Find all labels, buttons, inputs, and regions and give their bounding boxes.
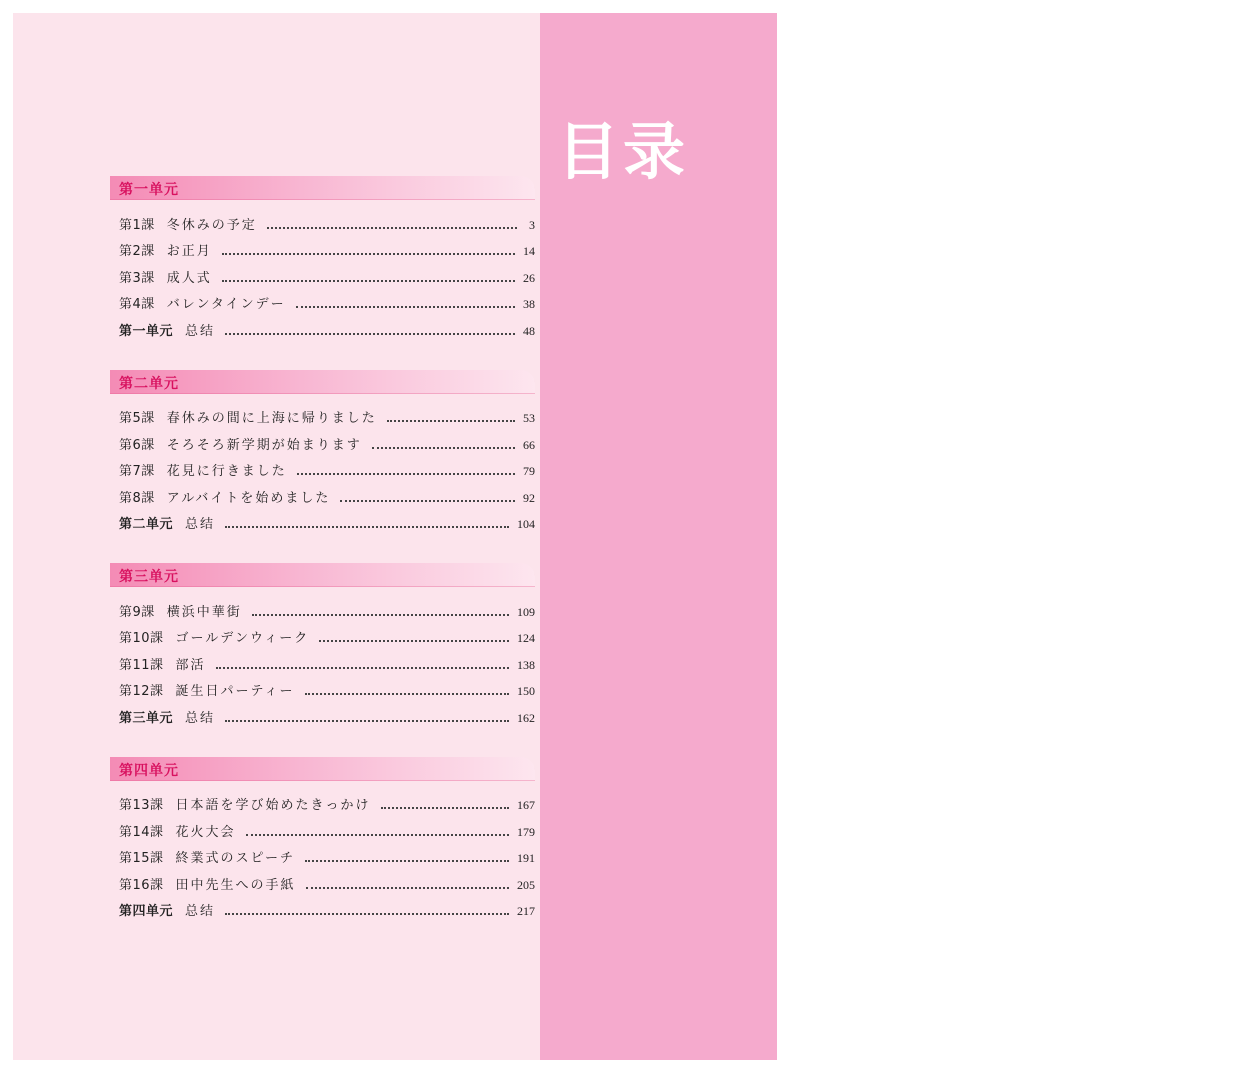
lesson-title: ゴールデンウィーク [175,631,310,646]
summary-title: 总结 [185,904,216,919]
toc-entry[interactable] [110,840,535,867]
lesson-title: アルバイトを始めました [166,490,331,506]
dot-leader [222,252,515,255]
dot-leader [372,446,515,449]
unit-heading [110,563,535,587]
page-ref: 26 [523,270,535,285]
dot-leader [305,692,509,695]
toc-summary-entry[interactable] [110,699,535,726]
summary-label: 第四单元 [119,904,174,919]
toc-entry[interactable] [110,813,535,840]
toc-entry[interactable] [110,479,535,506]
toc-entry[interactable] [110,866,535,893]
toc-entry[interactable] [110,259,535,286]
page-ref: 104 [517,517,535,531]
unit-heading-label: 第四单元 [119,762,179,779]
toc-entry[interactable] [110,673,535,700]
lesson-number: 第1課 [119,217,155,233]
page-ref: 191 [517,851,535,865]
lesson-number: 第7課 [119,464,155,479]
dot-leader [216,666,509,669]
side-panel [540,13,1253,1060]
lesson-title: 冬休みの予定 [166,217,257,233]
lesson-title: 田中先生への手紙 [175,877,296,893]
dot-leader [305,859,509,862]
summary-title: 总结 [185,517,216,532]
page-ref: 217 [517,904,535,918]
summary-title: 总结 [185,323,216,339]
page-ref: 79 [523,464,535,478]
lesson-number: 第9課 [119,604,155,620]
dot-leader [297,472,515,475]
lesson-number: 第5課 [119,411,155,426]
unit-heading [110,370,535,394]
dot-leader [381,806,509,809]
page-ref: 150 [517,684,535,698]
dot-leader [296,305,515,308]
page-ref: 38 [523,297,535,311]
page-ref: 48 [523,323,535,338]
dot-leader [225,719,509,722]
lesson-title: 花火大会 [175,824,236,840]
toc-entry[interactable] [110,400,535,427]
lesson-title: 花見に行きました [166,464,287,479]
lesson-title: 日本語を学び始めたきっかけ [175,798,371,813]
lesson-number: 第10課 [119,631,164,646]
lesson-number: 第15課 [119,851,164,866]
toc-entry[interactable] [110,453,535,480]
lesson-number: 第3課 [119,270,155,286]
toc-entry[interactable] [110,787,535,814]
unit-section [110,370,535,533]
toc-entry[interactable] [110,426,535,453]
lesson-number: 第8課 [119,490,155,506]
dot-leader [222,279,515,282]
summary-label: 第三单元 [119,710,174,726]
lesson-number: 第14課 [119,824,164,840]
lesson-number: 第13課 [119,798,164,813]
toc-entry[interactable] [110,286,535,313]
page-ref: 109 [517,604,535,619]
toc-summary-entry[interactable] [110,506,535,533]
toc-entry[interactable] [110,646,535,673]
lesson-number: 第4課 [119,297,155,312]
page-title: 目录 [557,115,690,188]
page-number: 1 [1247,956,1253,968]
toc-summary-entry[interactable] [110,893,535,920]
unit-heading-label: 第三单元 [119,569,179,585]
summary-label: 第一单元 [119,323,174,339]
dot-leader [252,613,509,616]
table-of-contents [110,176,535,950]
summary-title: 总结 [185,710,216,726]
dot-leader [225,525,509,528]
summary-label: 第二单元 [119,517,174,532]
toc-entry[interactable] [110,593,535,620]
toc-page [13,13,1253,1060]
lesson-title: バレンタインデー [166,297,286,312]
page-ref: 138 [517,657,535,672]
lesson-number: 第2課 [119,244,155,259]
dot-leader [387,419,515,422]
lesson-title: 横浜中華街 [166,604,242,620]
page-ref: 66 [523,437,535,452]
page-ref: 179 [517,824,535,839]
unit-section [110,757,535,920]
dot-leader [340,499,515,502]
page-ref: 92 [523,490,535,505]
toc-entry[interactable] [110,620,535,647]
lesson-number: 第16課 [119,877,164,893]
lesson-number: 第11課 [119,657,164,673]
lesson-title: 誕生日パーティー [175,684,295,699]
lesson-title: 春休みの間に上海に帰りました [166,411,377,426]
dot-leader [225,912,509,915]
dot-leader [306,886,509,889]
lesson-title: 終業式のスピーチ [175,851,296,866]
unit-heading [110,757,535,781]
toc-summary-entry[interactable] [110,312,535,339]
page-ref: 53 [523,411,535,425]
unit-section [110,176,535,339]
lesson-title: 部活 [175,657,206,673]
page-ref: 14 [523,244,535,258]
page-ref: 162 [517,710,535,725]
dot-leader [319,639,509,642]
lesson-title: そろそろ新学期が始まります [166,437,362,453]
page-ref: 3 [529,217,535,232]
page-ref: 124 [517,631,535,645]
lesson-title: お正月 [166,244,212,259]
page-ref: 167 [517,798,535,812]
unit-section [110,563,535,726]
toc-entry[interactable] [110,206,535,233]
dot-leader [225,332,515,335]
unit-heading [110,176,535,200]
unit-heading-label: 第一单元 [119,182,179,198]
dot-leader [246,833,509,836]
page-ref: 205 [517,877,535,892]
lesson-title: 成人式 [166,270,212,286]
lesson-number: 第12課 [119,684,164,699]
dot-leader [267,226,517,229]
lesson-number: 第6課 [119,437,155,453]
toc-entry[interactable] [110,233,535,260]
unit-heading-label: 第二单元 [119,375,179,392]
